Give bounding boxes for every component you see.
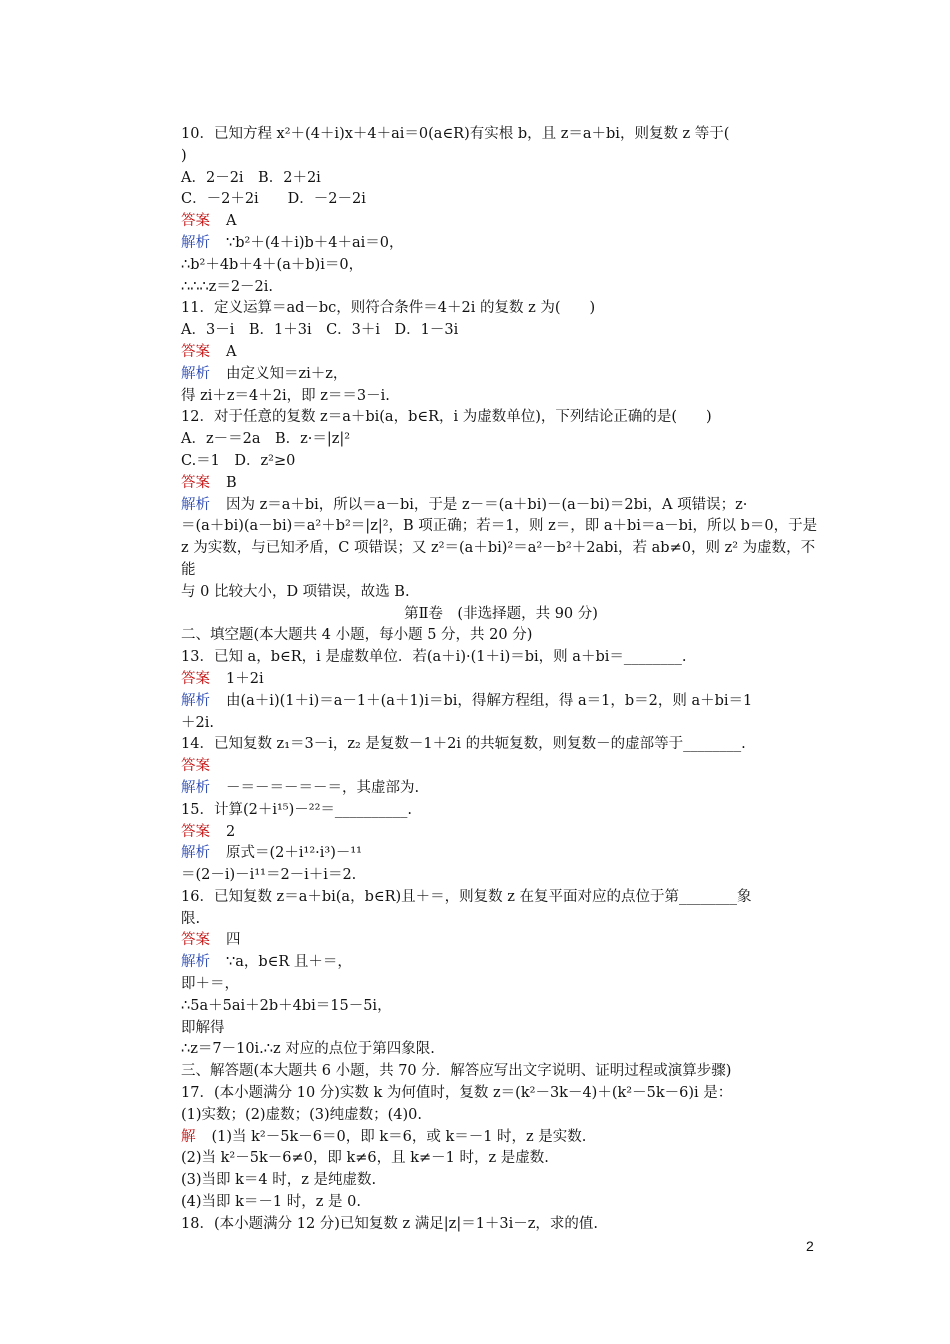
text-line: ＝(a＋bi)(a－bi)＝a²＋b²＝|z|²，B 项正确；若＝1，则 z＝，即 a＋bi＝a－bi，所以 b＝0，于是 — [181, 518, 818, 535]
text-line: 即＋＝， — [181, 976, 239, 993]
text-line: ∴z＝7－10i.∴z 对应的点位于第四象限. — [181, 1041, 435, 1058]
text-line: 即解得 — [181, 1019, 225, 1036]
text-line: 11．定义运算＝ad－bc，则符合条件＝4＋2i 的复数 z 为( ) — [181, 300, 596, 317]
text-line: ＋2i. — [181, 714, 214, 731]
text-line: 与 0 比较大小，D 项错误，故选 B. — [181, 583, 410, 600]
text-line: (4)当即 k＝－1 时，z 是 0. — [181, 1194, 361, 1211]
line-text: (1)当 k²－5k－6＝0，即 k＝6，或 k＝－1 时，z 是实数. — [211, 1128, 587, 1145]
answer-label: 答案 — [181, 670, 210, 687]
text-line: 18．(本小题满分 12 分)已知复数 z 满足|z|＝1＋3i－z，求的值. — [181, 1215, 599, 1232]
answer-label: 答案 — [181, 213, 210, 230]
analysis-label: 解析 — [181, 234, 210, 251]
text-line: 12．对于任意的复数 z＝a＋bi(a，b∈R，i 为虚数单位)，下列结论正确的是( ) — [181, 409, 712, 426]
analysis-label: 解析 — [181, 845, 210, 862]
text-line: (2)当 k²－5k－6≠0，即 k≠6，且 k≠－1 时，z 是虚数. — [181, 1150, 549, 1167]
answer-line — [181, 930, 821, 952]
section-title: 第Ⅱ卷 (非选择题，共 90 分) — [404, 605, 598, 622]
text-line: A．3－i B．1＋3i C．3＋i D．1－3i — [181, 322, 459, 339]
line-text: A — [226, 343, 237, 360]
line-text: 2 — [226, 823, 236, 840]
analysis-line — [181, 952, 821, 974]
answer-label: 答案 — [181, 932, 210, 949]
analysis-line — [181, 843, 821, 865]
analysis-line — [181, 233, 821, 255]
line-text: B — [226, 474, 237, 491]
analysis-line — [181, 778, 821, 800]
answer-label: 答案 — [181, 823, 210, 840]
analysis-label: 解析 — [181, 496, 210, 513]
text-line: 15．计算(2＋i¹⁵)－²²＝__________. — [181, 801, 412, 818]
answer-label: 答案 — [181, 758, 210, 775]
answer-line — [181, 669, 821, 691]
line-text: 因为 z＝a＋bi，所以＝a－bi，于是 z－＝(a＋bi)－(a－bi)＝2bi，A 项错误；z· — [226, 496, 748, 513]
line-text: ∵a，b∈R 且＋＝， — [226, 954, 352, 971]
answer-line — [181, 342, 821, 364]
answer-line — [181, 822, 821, 844]
answer-line — [181, 1127, 821, 1149]
text-line: A．z－＝2a B．z·＝|z|² — [181, 431, 351, 448]
line-text: A — [226, 213, 237, 230]
answer-label: 答案 — [181, 474, 210, 491]
page-number: 2 — [806, 1238, 814, 1254]
analysis-line — [181, 495, 821, 517]
text-line: (1)实数；(2)虚数；(3)纯虚数；(4)0. — [181, 1106, 422, 1123]
document-body — [181, 124, 821, 1236]
analysis-line — [181, 691, 821, 713]
line-text: 1＋2i — [226, 670, 264, 687]
line-text: 由(a＋i)(1＋i)＝a－1＋(a＋1)i＝bi，得解方程组，得 a＝1，b＝2，则 a＋bi＝1 — [226, 692, 753, 709]
text-line: ) — [181, 147, 187, 164]
text-line: 16．已知复数 z＝a＋bi(a，b∈R)且＋＝，则复数 z 在复平面对应的点位于第________象 — [181, 888, 752, 905]
text-line: 10．已知方程 x²＋(4＋i)x＋4＋ai＝0(a∈R)有实根 b，且 z＝a＋bi，则复数 z 等于( — [181, 126, 730, 142]
analysis-label: 解析 — [181, 779, 210, 796]
analysis-label: 解析 — [181, 365, 210, 382]
answer-line — [181, 756, 821, 778]
text-line: 三、解答题(本大题共 6 小题，共 70 分．解答应写出文字说明、证明过程或演算步骤) — [181, 1063, 732, 1080]
text-line: 17．(本小题满分 10 分)实数 k 为何值时，复数 z＝(k²－3k－4)＋(k²－5k－6)i 是： — [181, 1085, 733, 1102]
text-line: 14．已知复数 z₁＝3－i，z₂ 是复数－1＋2i 的共轭复数，则复数－的虚部等于________. — [181, 736, 746, 753]
analysis-label: 解析 — [181, 954, 210, 971]
text-line: ∴∴∴z＝2－2i. — [181, 278, 274, 295]
text-line: z 为实数，与已知矛盾，C 项错误；又 z²＝(a＋bi)²＝a²－b²＋2abi，若 ab≠0，则 z² 为虚数，不能 — [181, 540, 816, 578]
text-line: 二、填空题(本大题共 4 小题，每小题 5 分，共 20 分) — [181, 627, 533, 644]
text-line: 13．已知 a，b∈R，i 是虚数单位．若(a＋i)·(1＋i)＝bi，则 a＋bi＝________. — [181, 649, 687, 666]
answer-label: 解 — [181, 1128, 196, 1145]
answer-line — [181, 211, 821, 233]
line-text: 原式＝(2＋i¹²·i³)－¹¹ — [226, 845, 362, 862]
line-text: ∵b²＋(4＋i)b＋4＋ai＝0， — [226, 234, 404, 251]
answer-label: 答案 — [181, 343, 210, 360]
line-text: －＝－＝－＝－＝，其虚部为. — [226, 779, 420, 796]
text-line: C．－2＋2i D．－2－2i — [181, 191, 366, 208]
line-text: 四 — [226, 932, 241, 949]
text-line: 限. — [181, 910, 201, 927]
text-line: C.＝1 D．z²≥0 — [181, 452, 296, 469]
text-line: A．2－2i B．2＋2i — [181, 169, 321, 186]
text-line: ∴5a＋5ai＋2b＋4bi＝15－5i， — [181, 997, 392, 1014]
analysis-line — [181, 364, 821, 386]
analysis-label: 解析 — [181, 692, 210, 709]
line-text: 由定义知＝zi＋z， — [226, 365, 348, 382]
text-line: (3)当即 k＝4 时，z 是纯虚数. — [181, 1172, 377, 1189]
answer-line — [181, 473, 821, 495]
text-line: ∴b²＋4b＋4＋(a＋b)i＝0， — [181, 256, 364, 273]
text-line: 得 zi＋z＝4＋2i，即 z＝＝3－i. — [181, 387, 390, 404]
text-line: ＝(2－i)－i¹¹＝2－i＋i＝2. — [181, 867, 357, 884]
